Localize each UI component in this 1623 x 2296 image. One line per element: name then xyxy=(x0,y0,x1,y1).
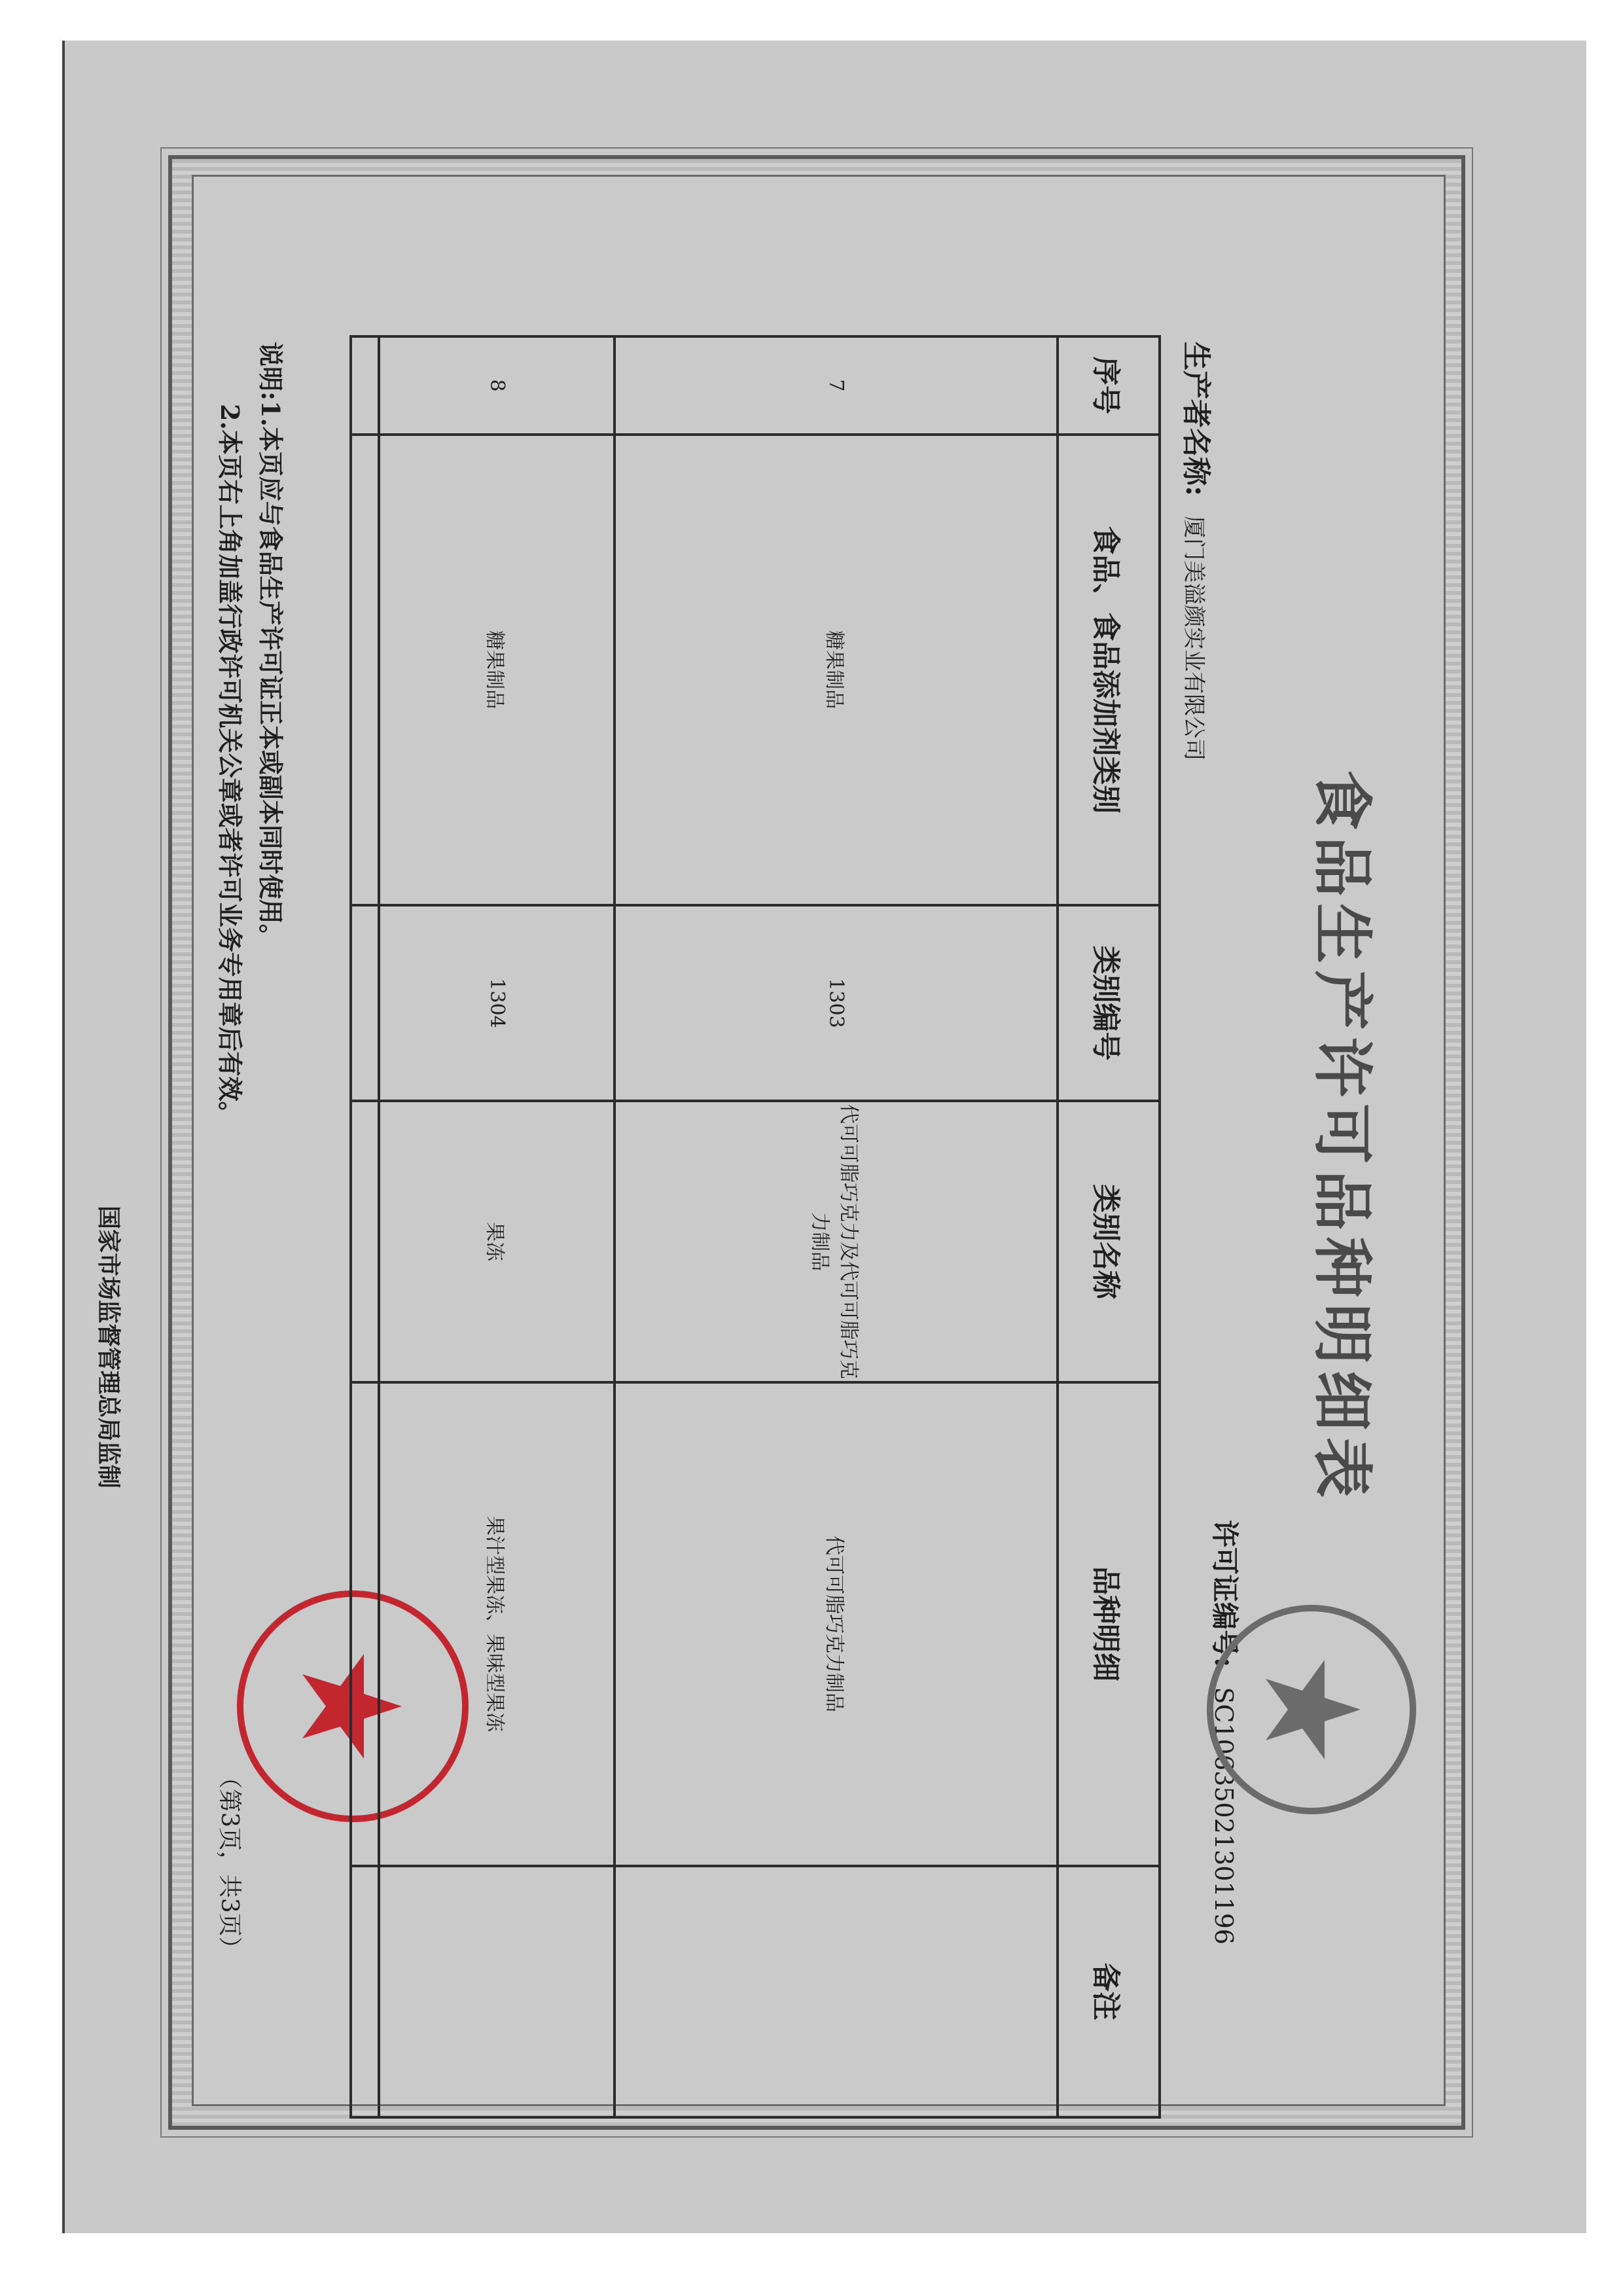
cell-detail: 果汁型果冻、果味型果冻 xyxy=(379,1382,615,1866)
license-number: SC10635021301196 xyxy=(1209,1687,1238,1945)
cell-name xyxy=(351,1101,379,1382)
producer-label: 生产者名称: xyxy=(1179,342,1213,497)
cell-category xyxy=(351,435,379,905)
variety-detail-table xyxy=(349,335,1161,2119)
cell-category: 糖果制品 xyxy=(379,435,615,905)
table-row xyxy=(379,336,615,2117)
header-no: 序号 xyxy=(1058,336,1160,435)
cell-name: 代可可脂巧克力及代可可脂巧克力制品 xyxy=(615,1101,1058,1382)
cell-detail xyxy=(351,1382,379,1866)
cell-code xyxy=(351,905,379,1102)
header-category: 食品、食品添加剂类别 xyxy=(1058,435,1160,905)
cell-no: 7 xyxy=(615,336,1058,435)
header-detail: 品种明细 xyxy=(1058,1382,1160,1866)
cell-name: 果冻 xyxy=(379,1101,615,1382)
cell-category: 糖果制品 xyxy=(615,435,1058,905)
authority-seal-icon xyxy=(1200,1598,1423,1821)
header-remark: 备注 xyxy=(1058,1866,1160,2117)
issuer-footer: 国家市场监督管理总局监制 xyxy=(95,1206,122,1489)
cell-detail: 代可可脂巧克力制品 xyxy=(615,1382,1058,1866)
notes xyxy=(209,342,291,1126)
cell-remark xyxy=(379,1866,615,2117)
page-indicator: （第3页，共3页） xyxy=(216,1765,243,1960)
rotated-certificate xyxy=(65,41,1586,2233)
table-row xyxy=(351,336,379,2117)
document-title: 食品生产许可品种明细表 xyxy=(1307,769,1378,1504)
producer-row xyxy=(1178,342,1220,761)
license-label: 许可证编号: xyxy=(1209,1520,1241,1668)
cell-remark xyxy=(351,1866,379,2117)
cell-code: 1304 xyxy=(379,905,615,1102)
header-name: 类别名称 xyxy=(1058,1101,1160,1382)
cell-no: 8 xyxy=(379,336,615,435)
note-line-1: 说明:1.本页应与食品生产许可证正本或副本同时使用。 xyxy=(256,342,285,949)
cell-remark xyxy=(615,1866,1058,2117)
cell-code: 1303 xyxy=(615,905,1058,1102)
cell-no xyxy=(351,336,379,435)
header-code: 类别编号 xyxy=(1058,905,1160,1102)
note-line-2: 2.本页右上角加盖行政许可机关公章或者许可业务专用章后有效。 xyxy=(215,404,245,1126)
table-header-row xyxy=(1058,336,1160,2117)
table-row xyxy=(615,336,1058,2117)
producer-name: 厦门美溢颜实业有限公司 xyxy=(1181,516,1207,761)
scanned-page xyxy=(62,41,1586,2233)
